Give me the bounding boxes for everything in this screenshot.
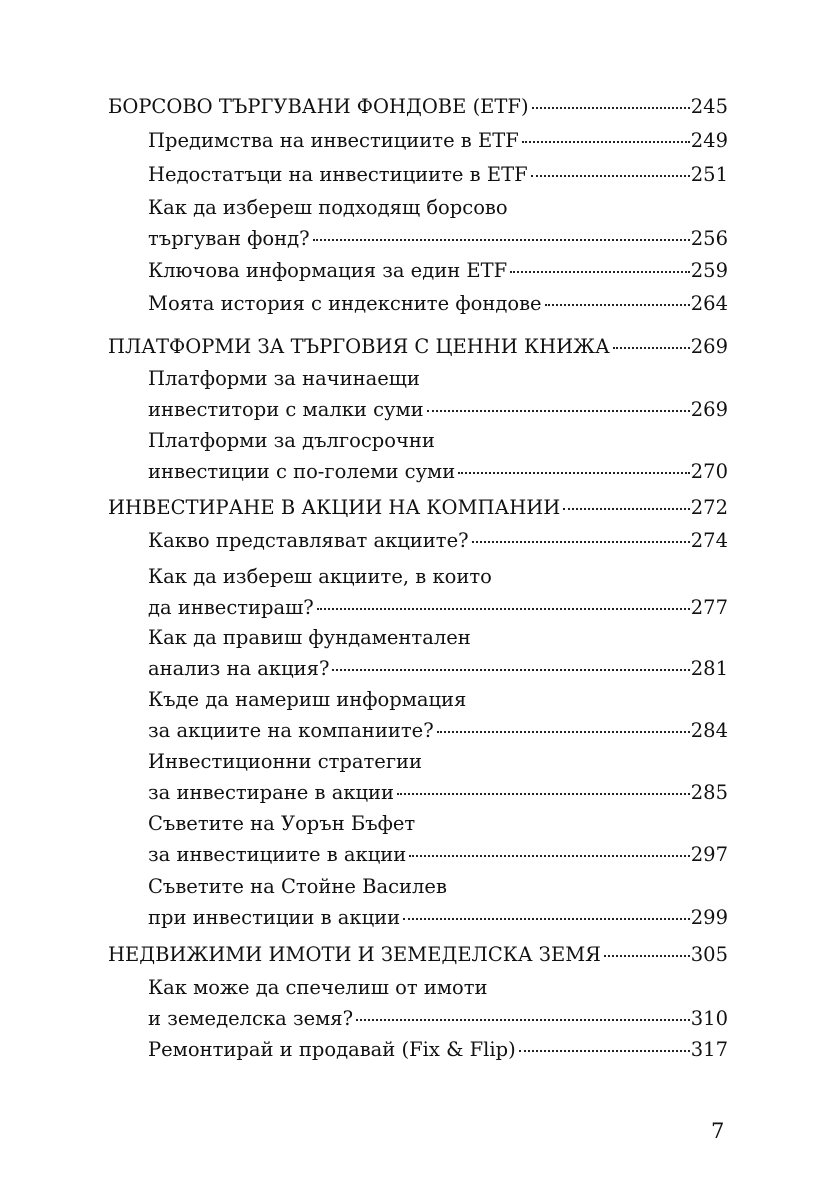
- toc-line: [148, 750, 728, 774]
- toc-entry-title: инвеститори с малки суми: [148, 398, 424, 421]
- dot-leader: [409, 854, 690, 857]
- toc-entry-title: Съветите на Стойне Василев: [148, 875, 447, 898]
- dot-leader: [563, 507, 690, 510]
- dot-leader: [397, 792, 690, 795]
- toc-line: [148, 292, 728, 316]
- toc-line: [148, 843, 728, 867]
- toc-line: [148, 626, 728, 650]
- toc-entry-title: ИНВЕСТИРАНЕ В АКЦИИ НА КОМПАНИИ: [108, 496, 561, 519]
- dot-leader: [403, 917, 690, 920]
- toc-entry-title: Съветите на Уорън Бъфет: [148, 812, 416, 835]
- toc-subsection-entry: [148, 626, 728, 681]
- toc-entry-title: при инвестиции в акции: [148, 906, 401, 929]
- toc-entry-title: Инвестиционни стратегии: [148, 750, 423, 773]
- toc-line: [148, 565, 728, 589]
- toc-entry-title: за инвестициите в акции: [148, 843, 407, 866]
- toc-line: [148, 781, 728, 805]
- toc-page-number: 281: [690, 657, 728, 680]
- toc-line: [148, 657, 728, 681]
- dot-leader: [332, 668, 689, 671]
- dot-leader: [458, 471, 690, 474]
- toc-page-number: 274: [690, 529, 728, 552]
- dot-leader: [531, 174, 690, 177]
- toc-page-number: 249: [690, 129, 728, 152]
- toc-line: [148, 398, 728, 422]
- toc-page-number: 272: [690, 496, 728, 519]
- toc-page-number: 299: [690, 906, 728, 929]
- toc-section-entry: [108, 335, 728, 359]
- toc-entry-title: Къде да намериш информация: [148, 688, 467, 711]
- toc-subsection-entry: [148, 163, 728, 187]
- toc-line: [148, 688, 728, 712]
- toc-page-number: 284: [690, 719, 728, 742]
- toc-entry-title: Недостатъци на инвестициите в ETF: [148, 163, 528, 186]
- toc-line: [148, 227, 728, 251]
- toc-subsection-entry: [148, 976, 728, 1031]
- toc-line: [148, 1007, 728, 1031]
- toc-page-number: 317: [690, 1038, 728, 1061]
- toc-line: [148, 906, 728, 930]
- toc-entry-title: и земеделска земя?: [148, 1007, 354, 1030]
- toc-line: [148, 976, 728, 1000]
- toc-page-number: 305: [690, 943, 728, 966]
- dot-leader: [427, 409, 690, 412]
- toc-page-number: 285: [690, 781, 728, 804]
- dot-leader: [545, 303, 690, 306]
- toc-line: [148, 429, 728, 453]
- toc-entry-title: БОРСОВО ТЪРГУВАНИ ФОНДОВЕ (ETF): [108, 95, 529, 118]
- toc-section-entry: [108, 95, 728, 119]
- toc-line: [148, 129, 728, 153]
- toc-entry-title: търгуван фонд?: [148, 227, 310, 250]
- toc-page-number: 256: [690, 227, 728, 250]
- toc-subsection-entry: [148, 688, 728, 743]
- toc-entry-title: ПЛАТФОРМИ ЗА ТЪРГОВИЯ С ЦЕННИ КНИЖА: [108, 335, 610, 358]
- toc-page-number: 297: [690, 843, 728, 866]
- toc-line: [148, 163, 728, 187]
- dot-leader: [519, 1049, 690, 1052]
- toc-subsection-entry: [148, 1038, 728, 1062]
- toc-entry-title: Ремонтирай и продавай (Fix & Flip): [148, 1038, 516, 1061]
- dot-leader: [313, 238, 690, 241]
- toc-section-entry: [108, 943, 728, 967]
- toc-line: [148, 259, 728, 283]
- toc-line: [108, 335, 728, 359]
- toc-entry-title: анализ на акция?: [148, 657, 330, 680]
- toc-entry-title: Как може да спечелиш от имоти: [148, 976, 488, 999]
- toc-line: [148, 460, 728, 484]
- dot-leader: [317, 607, 690, 610]
- toc-line: [148, 719, 728, 743]
- toc-section-entry: [108, 496, 728, 520]
- page-number: 7: [711, 1119, 725, 1143]
- toc-line: [148, 875, 728, 899]
- toc-entry-title: за инвестиране в акции: [148, 781, 395, 804]
- toc-page-number: 310: [690, 1007, 728, 1030]
- dot-leader: [356, 1018, 690, 1021]
- toc-page-number: 251: [690, 163, 728, 186]
- dot-leader: [437, 730, 690, 733]
- toc-line: [148, 812, 728, 836]
- toc-entry-title: Предимства на инвестициите в ETF: [148, 129, 519, 152]
- toc-line: [148, 529, 728, 553]
- toc-subsection-entry: [148, 529, 728, 553]
- dot-leader: [522, 140, 690, 143]
- dot-leader: [472, 540, 690, 543]
- toc-page-number: 245: [690, 95, 728, 118]
- toc-line: [148, 196, 728, 220]
- toc-subsection-entry: [148, 429, 728, 484]
- toc-subsection-entry: [148, 565, 728, 620]
- toc-line: [148, 596, 728, 620]
- toc-page-number: 269: [690, 398, 728, 421]
- toc-page-number: 269: [690, 335, 728, 358]
- toc-entry-title: Как да правиш фундаментален: [148, 626, 471, 649]
- toc-line: [108, 496, 728, 520]
- dot-leader: [510, 270, 690, 273]
- toc-page-number: 277: [690, 596, 728, 619]
- toc-entry-title: да инвестираш?: [148, 596, 314, 619]
- toc-entry-title: Как да избереш подходящ борсово: [148, 196, 508, 219]
- toc-subsection-entry: [148, 129, 728, 153]
- toc-subsection-entry: [148, 812, 728, 867]
- toc-entry-title: Платформи за начинаещи: [148, 367, 420, 390]
- dot-leader: [613, 346, 690, 349]
- toc-entry-title: Как да избереш акциите, в които: [148, 565, 492, 588]
- toc-entry-title: Какво представляват акциите?: [148, 529, 469, 552]
- toc-subsection-entry: [148, 367, 728, 422]
- toc-subsection-entry: [148, 875, 728, 930]
- toc-subsection-entry: [148, 750, 728, 805]
- toc-subsection-entry: [148, 196, 728, 251]
- toc-entry-title: Моята история с индексните фондове: [148, 292, 542, 315]
- toc-line: [148, 1038, 728, 1062]
- toc-page-number: 264: [690, 292, 728, 315]
- dot-leader: [532, 106, 690, 109]
- toc-entry-title: НЕДВИЖИМИ ИМОТИ И ЗЕМЕДЕЛСКА ЗЕМЯ: [108, 943, 601, 966]
- toc-line: [108, 95, 728, 119]
- toc-entry-title: инвестиции с по-големи суми: [148, 460, 456, 483]
- toc-subsection-entry: [148, 292, 728, 316]
- toc-line: [108, 943, 728, 967]
- toc-entry-title: Ключова информация за един ETF: [148, 259, 508, 282]
- toc-page-number: 270: [690, 460, 728, 483]
- toc-entry-title: Платформи за дългосрочни: [148, 429, 435, 452]
- toc-page-number: 259: [690, 259, 728, 282]
- dot-leader: [604, 954, 690, 957]
- toc-subsection-entry: [148, 259, 728, 283]
- toc-line: [148, 367, 728, 391]
- toc-entry-title: за акциите на компаниите?: [148, 719, 434, 742]
